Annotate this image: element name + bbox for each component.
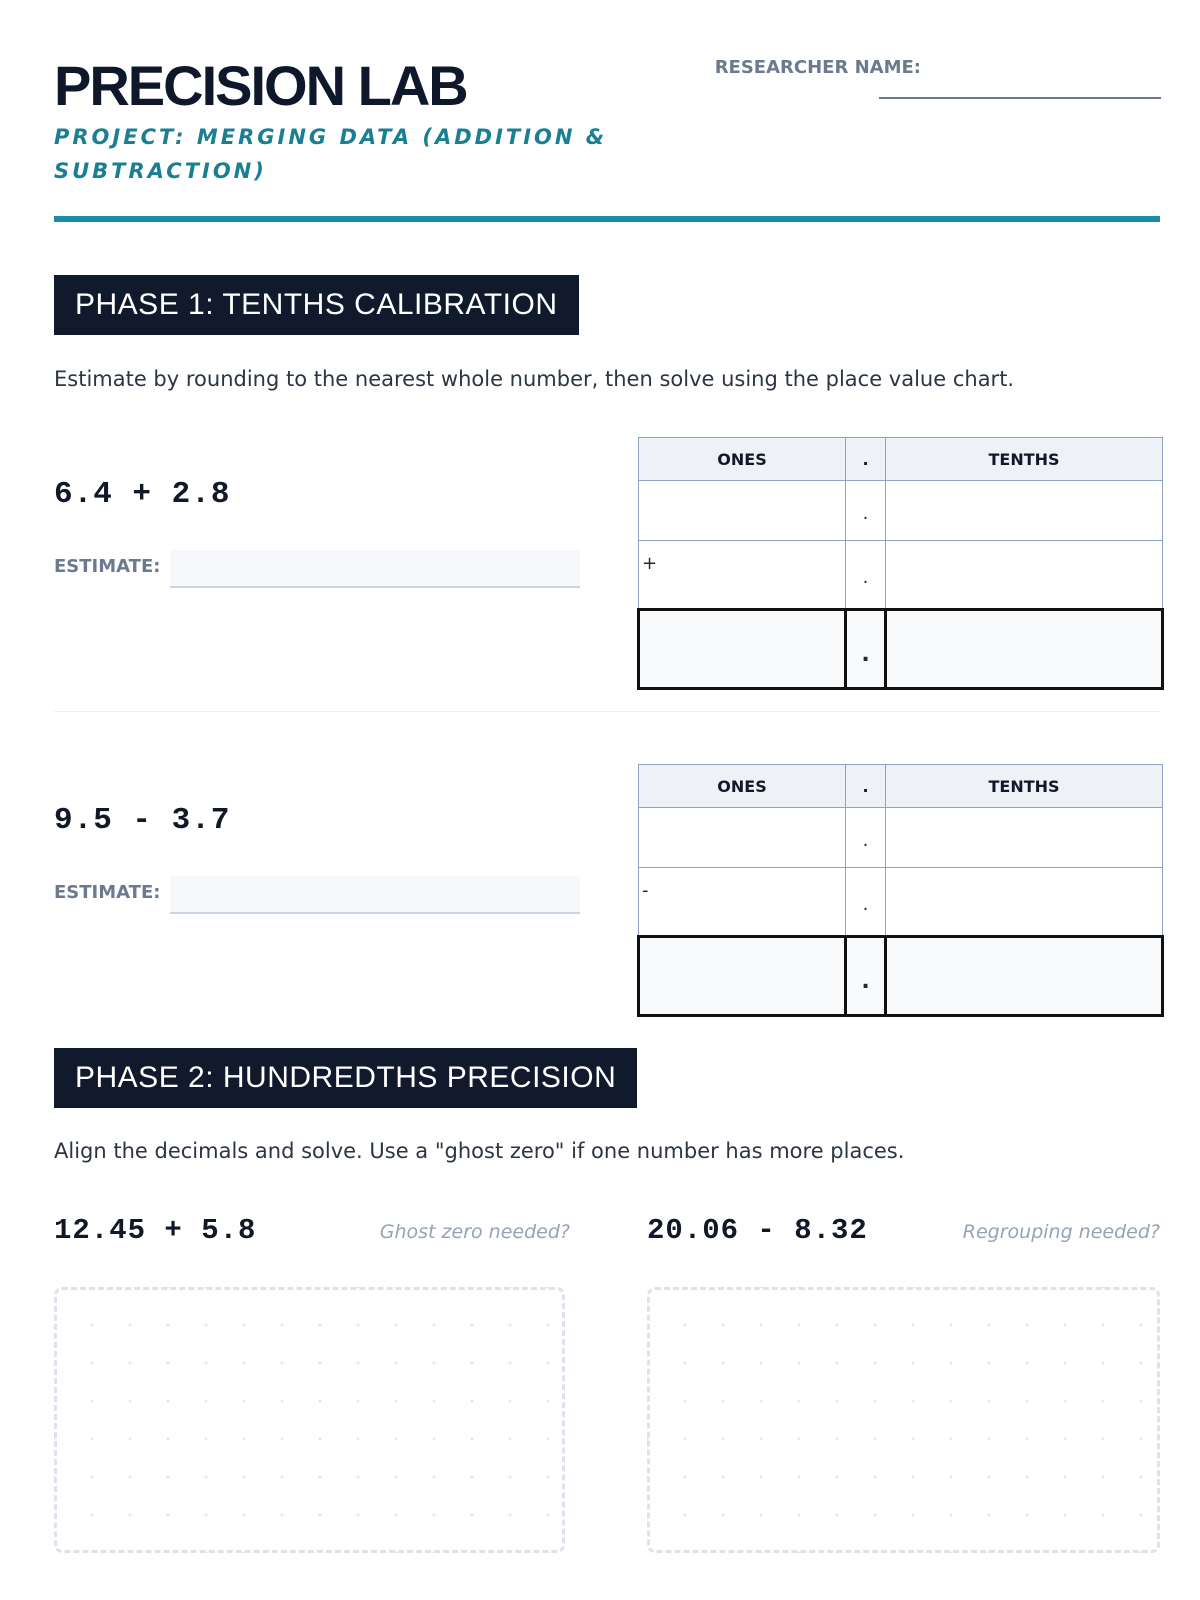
decimal-point: . (846, 481, 886, 541)
ones-cell[interactable] (639, 481, 846, 541)
problem-3-work-area[interactable] (54, 1287, 565, 1553)
problem-2-estimate-label: ESTIMATE: (54, 882, 161, 903)
worksheet-page (54, 0, 1160, 1600)
problem-1-place-value-chart (637, 437, 1164, 690)
ones-column-header: ONES (639, 765, 846, 808)
problem-3-hint: Ghost zero needed? (379, 1221, 570, 1243)
problem-2-expression: 9.5 - 3.7 (54, 803, 231, 838)
phase2-banner: PHASE 2: HUNDREDTHS PRECISION (54, 1048, 637, 1108)
tenths-cell[interactable] (886, 808, 1163, 868)
tenths-cell[interactable] (886, 481, 1163, 541)
problem-4-hint: Regrouping needed? (962, 1221, 1160, 1243)
phase2-instructions: Align the decimals and solve. Use a "ghost zero" if one number has more places. (54, 1139, 905, 1163)
problem-4-work-area[interactable] (647, 1287, 1160, 1553)
problem-1-expression: 6.4 + 2.8 (54, 477, 231, 512)
tenths-cell[interactable] (886, 541, 1163, 610)
project-subtitle: PROJECT: MERGING DATA (ADDITION & SUBTRACTION) (54, 125, 608, 183)
problem-4-expression: 20.06 - 8.32 (647, 1214, 868, 1247)
researcher-name-label: RESEARCHER NAME: (714, 57, 921, 78)
tenths-column-header: TENTHS (886, 438, 1163, 481)
operator-ones-cell[interactable]: - (639, 868, 846, 937)
decimal-point: . (846, 541, 886, 610)
decimal-point: . (846, 868, 886, 937)
decimal-column-header: . (846, 765, 886, 808)
decimal-point: . (846, 808, 886, 868)
ones-column-header: ONES (639, 438, 846, 481)
answer-ones-cell[interactable] (639, 937, 846, 1016)
page-title: PRECISION LAB (54, 54, 467, 117)
tenths-column-header: TENTHS (886, 765, 1163, 808)
answer-decimal-point: . (846, 937, 886, 1016)
header-divider (54, 216, 1160, 222)
problem-3-expression: 12.45 + 5.8 (54, 1214, 257, 1247)
phase1-banner: PHASE 1: TENTHS CALIBRATION (54, 275, 579, 335)
decimal-column-header: . (846, 438, 886, 481)
problem-1-estimate-label: ESTIMATE: (54, 556, 161, 577)
ones-cell[interactable] (639, 808, 846, 868)
problem-1-estimate-input[interactable] (170, 550, 580, 588)
operator-ones-cell[interactable]: + (639, 541, 846, 610)
answer-tenths-cell[interactable] (886, 610, 1163, 689)
answer-decimal-point: . (846, 610, 886, 689)
researcher-name-field[interactable] (879, 97, 1161, 99)
answer-tenths-cell[interactable] (886, 937, 1163, 1016)
answer-ones-cell[interactable] (639, 610, 846, 689)
problem-2-estimate-input[interactable] (170, 876, 580, 914)
phase1-instructions: Estimate by rounding to the nearest whole number, then solve using the place value chart. (54, 367, 1015, 391)
problem-divider (54, 711, 1160, 712)
tenths-cell[interactable] (886, 868, 1163, 937)
problem-2-place-value-chart (637, 764, 1164, 1017)
